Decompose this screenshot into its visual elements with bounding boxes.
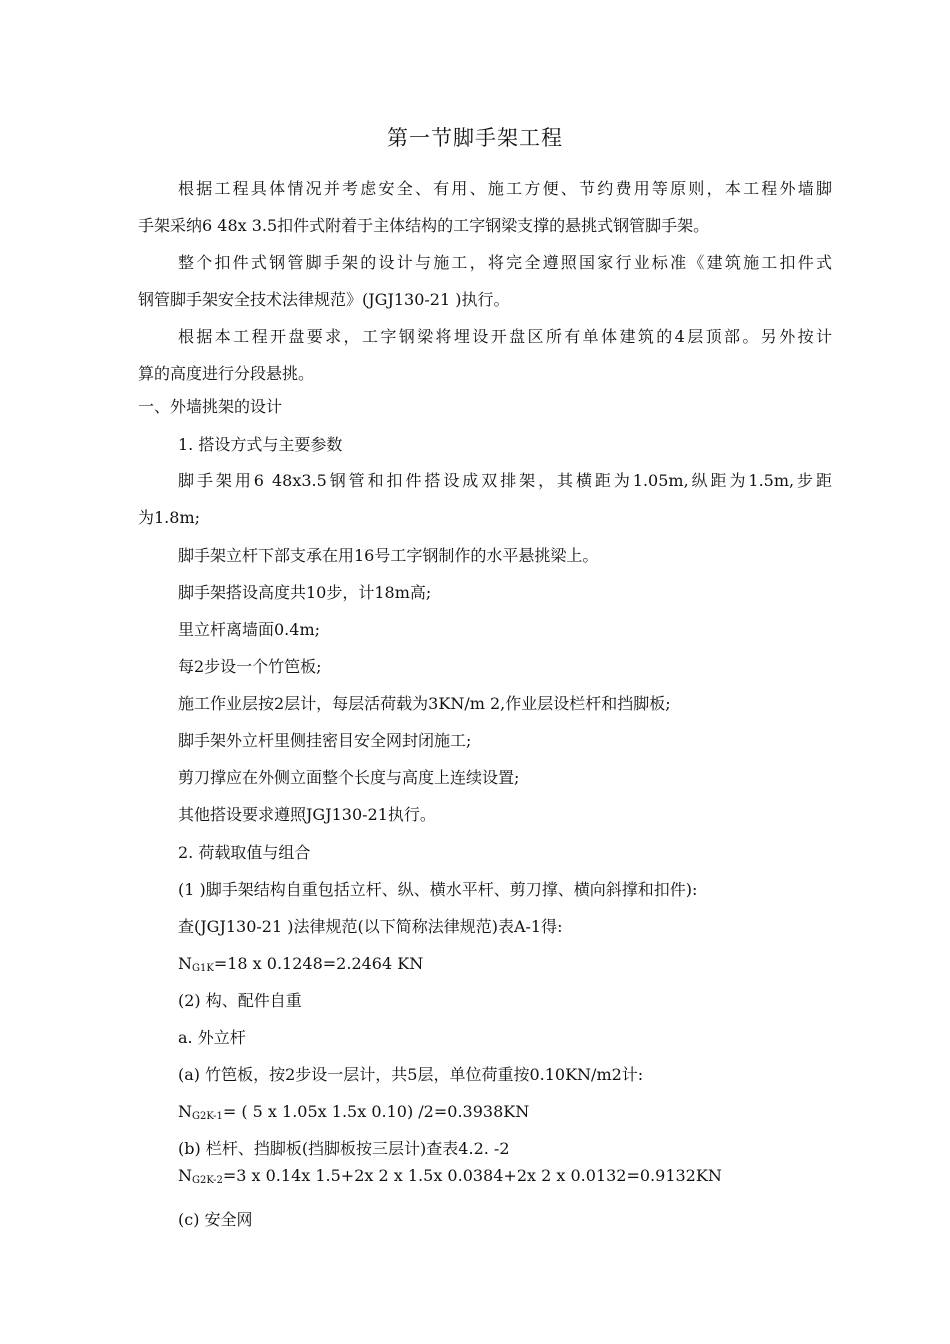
paragraph-4-line-2: 为1.8m; xyxy=(138,508,201,527)
paragraph-1-line-2: 手架采纳6 48x 3.5扣件式附着于主体结构的工字钢梁支撑的悬挑式钢管脚手架。 xyxy=(138,216,710,235)
text-line: 脚手架立杆下部支承在用16号工字钢制作的水平悬挑梁上。 xyxy=(178,546,599,565)
paragraph-2-line-2: 钢管脚手架安全技术法律规范》(JGJ130-21 )执行。 xyxy=(138,290,510,309)
text-line: 每2步设一个竹笆板; xyxy=(178,657,322,676)
paragraph-4-line-1: 脚手架用6 48x3.5钢管和扣件搭设成双排架，其横距为1.05m,纵距为1.5m,步距 xyxy=(178,471,832,490)
text-line: (b) 栏杆、挡脚板(挡脚板按三层计)查表4.2. -2 xyxy=(178,1139,510,1158)
text-line: 脚手架外立杆里侧挂密目安全网封闭施工; xyxy=(178,731,472,750)
text-line: 施工作业层按2层计，每层活荷载为3KN/m 2,作业层设栏杆和挡脚板; xyxy=(178,694,671,713)
text-line: (c) 安全网 xyxy=(178,1210,253,1229)
text-line: (2) 构、配件自重 xyxy=(178,991,302,1010)
page-title: 第一节脚手架工程 xyxy=(387,126,563,150)
formula-ng2k-1: $N_{G2K-1}=$ ( 5 x 1.05x 1.5x 0.10) /2=0.3938KN xyxy=(178,1102,530,1122)
text-line: 剪刀撑应在外侧立面整个长度与高度上连续设置; xyxy=(178,768,520,787)
text-line: 查(JGJ130-21 )法律规范(以下简称法律规范)表A-1得: xyxy=(178,917,563,936)
text-line: a. 外立杆 xyxy=(178,1028,246,1047)
subsection-heading-2: 2. 荷载取值与组合 xyxy=(178,843,311,862)
paragraph-3-line-1: 根据本工程开盘要求，工字钢梁将埋设开盘区所有单体建筑的4层顶部。另外按计 xyxy=(178,327,832,346)
section-heading: 一、外墙挑架的设计 xyxy=(138,397,283,416)
paragraph-1-line-1: 根据工程具体情况并考虑安全、有用、施工方便、节约费用等原则，本工程外墙脚 xyxy=(178,179,832,198)
text-line: 其他搭设要求遵照JGJ130-21执行。 xyxy=(178,805,436,824)
text-line: 里立杆离墙面0.4m; xyxy=(178,620,321,639)
formula-ng2k-2: $N_{G2K-2}=3$ x 0.14x 1.5+2x 2 x 1.5x 0.0384+2x 2 x 0.0132=0.9132KN xyxy=(178,1166,722,1186)
paragraph-2-line-1: 整个扣件式钢管脚手架的设计与施工，将完全遵照国家行业标准《建筑施工扣件式 xyxy=(178,253,832,272)
subsection-heading-1: 1. 搭设方式与主要参数 xyxy=(178,435,343,454)
text-line: 脚手架搭设高度共10步，计18m高; xyxy=(178,583,432,602)
paragraph-3-line-2: 算的高度进行分段悬挑。 xyxy=(138,364,315,383)
text-line: (a) 竹笆板，按2步设一层计，共5层，单位荷重按0.10KN/m2计: xyxy=(178,1065,644,1084)
text-line: (1 )脚手架结构自重包括立杆、纵、横水平杆、剪刀撑、横向斜撑和扣件): xyxy=(178,880,698,899)
formula-ng1k: $N_{G1K}=18$ x 0.1248=2.2464 KN xyxy=(178,954,424,974)
